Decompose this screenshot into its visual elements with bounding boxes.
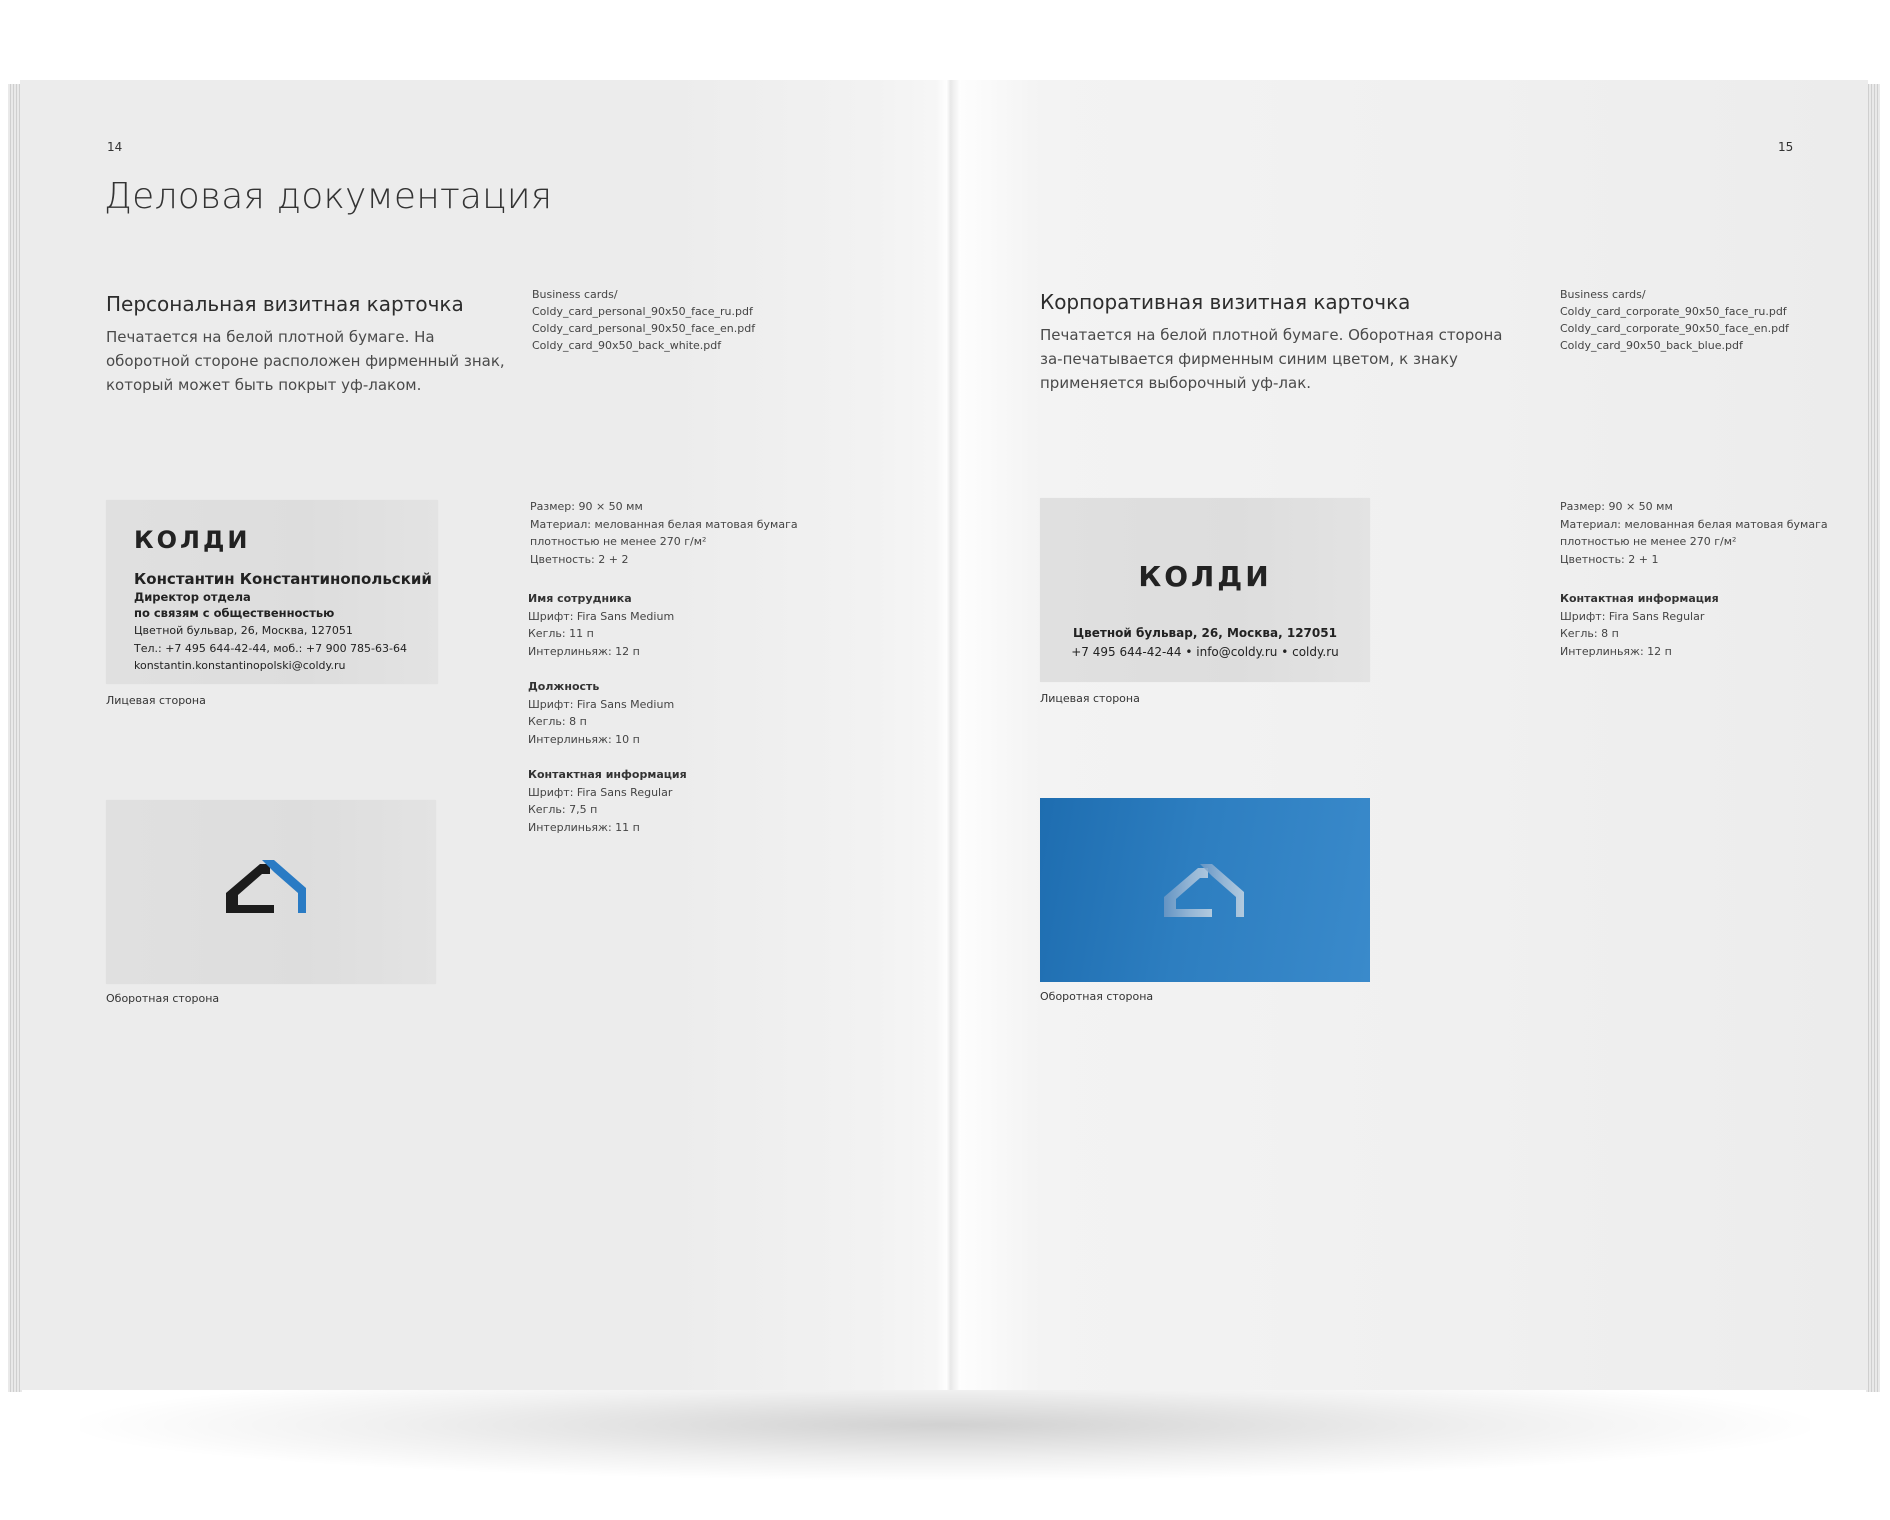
- contact-address: Цветной бульвар, 26, Москва, 127051: [1073, 626, 1337, 640]
- page-title: Деловая документация: [104, 176, 553, 217]
- spec-font: Шрифт: Fira Sans Regular: [528, 785, 673, 799]
- section-description: Печатается на белой плотной бумаге. На оборотной стороне расположен фирменный знак, который может быть покрыт уф-лаком.: [106, 328, 505, 394]
- page-number: 14: [107, 140, 123, 154]
- spec-font-size: Кегль: 11 п: [528, 627, 594, 640]
- personal-card-front: [106, 500, 438, 684]
- spec-density: плотностью не менее 270 г/м²: [530, 535, 707, 548]
- spec-font-size: Кегль: 8 п: [528, 715, 587, 728]
- file-item: Coldy_card_90x50_back_blue.pdf: [1560, 339, 1743, 352]
- file-list: [532, 286, 755, 354]
- file-item: Coldy_card_corporate_90x50_face_en.pdf: [1560, 322, 1789, 335]
- spec-block: [1560, 498, 1828, 568]
- spec-size: Размер: 90 × 50 мм: [530, 500, 643, 513]
- spine-gutter: [936, 80, 960, 1390]
- spec-colors: Цветность: 2 + 1: [1560, 552, 1659, 566]
- back-caption: Оборотная сторона: [1040, 990, 1154, 1003]
- file-item: Coldy_card_personal_90x50_face_en.pdf: [532, 322, 756, 335]
- back-caption: Оборотная сторона: [106, 992, 220, 1005]
- open-brochure: [8, 76, 1880, 1392]
- file-item: Coldy_card_personal_90x50_face_ru.pdf: [532, 305, 753, 318]
- section-description: Печатается на белой плотной бумаге. Оборотная сторона за-печатывается фирменным синим цветом, к знаку применяется выборочный уф-лак.: [1040, 326, 1503, 392]
- house-logo-icon: [226, 860, 316, 920]
- brand-logo: КОЛДИ: [1138, 560, 1272, 593]
- file-item: Business cards/: [532, 288, 618, 301]
- spec-font: Шрифт: Fira Sans Medium: [528, 609, 675, 623]
- spec-font-size: Кегль: 7,5 п: [528, 803, 598, 816]
- typography-spec: [528, 590, 687, 836]
- spec-block: [530, 498, 798, 568]
- corporate-card-front: [1040, 498, 1370, 682]
- contact-line: +7 495 644-42-44 • info@coldy.ru • coldy.ru: [1071, 645, 1339, 659]
- spec-material: Материал: мелованная белая матовая бумага: [530, 517, 798, 531]
- page-number: 15: [1778, 140, 1794, 154]
- page-stack-right: [1866, 84, 1880, 1392]
- spec-leading: Интерлиньяж: 11 п: [528, 820, 640, 834]
- right-page: [948, 80, 1868, 1390]
- left-page: [20, 80, 948, 1390]
- typography-spec: [1560, 590, 1719, 660]
- corporate-contacts: [1040, 624, 1370, 662]
- role-line: по связям с общественностью: [134, 606, 335, 620]
- spec-heading: Контактная информация: [528, 768, 687, 781]
- spec-density: плотностью не менее 270 г/м²: [1560, 535, 1737, 548]
- spec-heading: Должность: [528, 680, 600, 693]
- corporate-card-back: [1040, 798, 1370, 982]
- spec-font: Шрифт: Fira Sans Regular: [1560, 609, 1705, 623]
- front-caption: Лицевая сторона: [106, 694, 206, 707]
- spec-leading: Интерлиньяж: 12 п: [528, 644, 640, 658]
- spec-heading: Имя сотрудника: [528, 592, 632, 605]
- employee-role: [134, 589, 334, 621]
- front-caption: Лицевая сторона: [1040, 692, 1140, 705]
- contact-email: konstantin.konstantinopolski@coldy.ru: [134, 659, 346, 672]
- spec-material: Материал: мелованная белая матовая бумага: [1560, 517, 1828, 531]
- employee-name: Константин Константинопольский: [134, 570, 432, 588]
- contact-address: Цветной бульвар, 26, Москва, 127051: [134, 624, 353, 637]
- spec-heading: Контактная информация: [1560, 592, 1719, 605]
- contact-phones: Тел.: +7 495 644-42-44, моб.: +7 900 785-63-64: [134, 641, 407, 655]
- spec-colors: Цветность: 2 + 2: [530, 552, 629, 566]
- spec-leading: Интерлиньяж: 12 п: [1560, 644, 1672, 658]
- spec-leading: Интерлиньяж: 10 п: [528, 732, 640, 746]
- employee-contacts: [134, 622, 407, 675]
- spec-font: Шрифт: Fira Sans Medium: [528, 697, 675, 711]
- personal-card-back: [106, 800, 436, 984]
- spec-font-size: Кегль: 8 п: [1560, 627, 1619, 640]
- file-item: Business cards/: [1560, 288, 1646, 301]
- house-logo-icon: [1164, 864, 1254, 924]
- section-title: Корпоративная визитная карточка: [1040, 290, 1411, 314]
- brand-logo: КОЛДИ: [134, 526, 251, 554]
- spec-size: Размер: 90 × 50 мм: [1560, 500, 1673, 513]
- file-list: [1560, 286, 1789, 354]
- section-title: Персональная визитная карточка: [106, 292, 464, 316]
- file-item: Coldy_card_corporate_90x50_face_ru.pdf: [1560, 305, 1787, 318]
- file-item: Coldy_card_90x50_back_white.pdf: [532, 339, 722, 352]
- role-line: Директор отдела: [134, 590, 251, 604]
